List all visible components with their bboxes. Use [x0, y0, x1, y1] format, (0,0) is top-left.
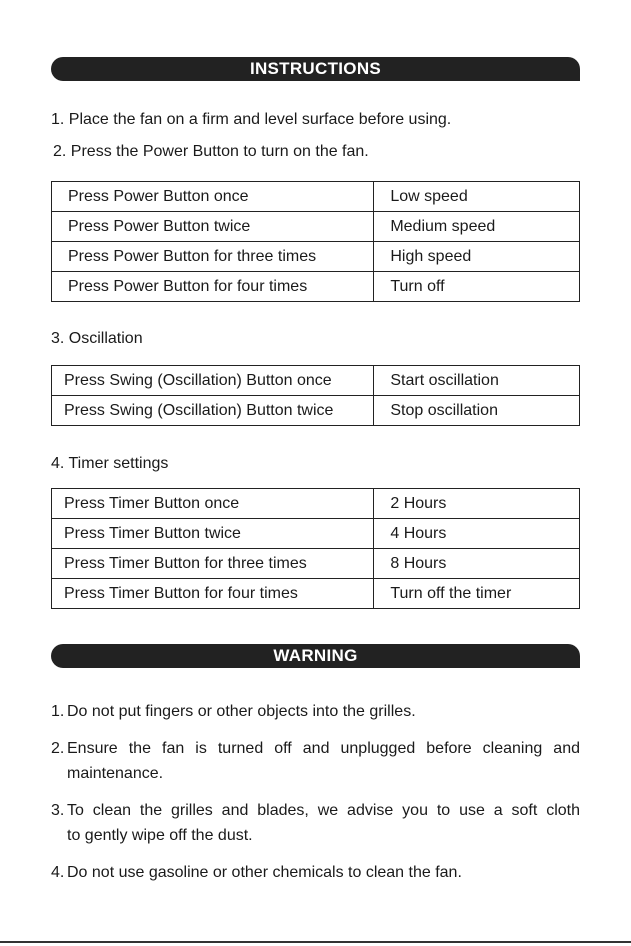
table-cell-result: 8 Hours	[374, 549, 580, 579]
warning-number: 1.	[51, 703, 65, 720]
warning-item-2-cont	[51, 761, 580, 786]
warning-title: WARNING	[273, 646, 358, 665]
step-2: 2. Press the Power Button to turn on the fan.	[53, 143, 369, 160]
table-cell-result: Low speed	[374, 182, 580, 212]
table-row	[52, 212, 580, 242]
table-cell-action: Press Swing (Oscillation) Button twice	[52, 396, 374, 426]
table-cell-action: Press Swing (Oscillation) Button once	[52, 366, 374, 396]
table-row	[52, 272, 580, 302]
warning-text: Ensure the fan is turned off and unplugged before cleaning and	[67, 740, 580, 757]
instructions-title: INSTRUCTIONS	[249, 59, 382, 78]
warning-item-3	[51, 798, 580, 823]
warning-banner	[51, 644, 580, 668]
step-1: 1. Place the fan on a firm and level surface before using.	[51, 111, 452, 128]
table-cell-action: Press Timer Button for three times	[52, 549, 374, 579]
table-row	[52, 579, 580, 609]
warning-number: 2.	[51, 740, 65, 757]
table-cell-action: Press Power Button once	[52, 182, 374, 212]
table-row	[52, 242, 580, 272]
table-cell-result: Stop oscillation	[374, 396, 580, 426]
warning-text: To clean the grilles and blades, we advise you to use a soft cloth	[67, 802, 580, 819]
table-cell-result: Turn off	[374, 272, 580, 302]
warning-text-cont: to gently wipe off the dust.	[67, 827, 253, 844]
table-row	[52, 489, 580, 519]
table-cell-result: High speed	[374, 242, 580, 272]
warning-number: 3.	[51, 802, 65, 819]
warning-number: 4.	[51, 864, 65, 881]
timer-button-table	[51, 488, 580, 609]
table-cell-action: Press Timer Button once	[52, 489, 374, 519]
table-cell-result: Start oscillation	[374, 366, 580, 396]
table-row	[52, 182, 580, 212]
table-cell-action: Press Timer Button twice	[52, 519, 374, 549]
table-cell-result: Turn off the timer	[374, 579, 580, 609]
warning-text: Do not use gasoline or other chemicals to clean the fan.	[67, 864, 462, 881]
bottom-rule	[0, 941, 631, 943]
table-cell-result: Medium speed	[374, 212, 580, 242]
table-cell-result: 2 Hours	[374, 489, 580, 519]
instructions-banner	[51, 57, 580, 81]
table-cell-action: Press Power Button twice	[52, 212, 374, 242]
table-cell-result: 4 Hours	[374, 519, 580, 549]
step-3: 3. Oscillation	[51, 330, 143, 347]
warning-item-2	[51, 736, 580, 761]
table-row	[52, 366, 580, 396]
warning-item-1	[51, 699, 580, 724]
table-row	[52, 549, 580, 579]
warning-text-cont: maintenance.	[67, 765, 164, 782]
table-cell-action: Press Power Button for four times	[52, 272, 374, 302]
step-4: 4. Timer settings	[51, 455, 169, 472]
swing-button-table	[51, 365, 580, 426]
power-button-table	[51, 181, 580, 302]
table-row	[52, 396, 580, 426]
warning-item-4	[51, 860, 580, 885]
table-row	[52, 519, 580, 549]
warning-text: Do not put fingers or other objects into the grilles.	[67, 703, 416, 720]
table-cell-action: Press Timer Button for four times	[52, 579, 374, 609]
warning-item-3-cont	[51, 823, 580, 848]
table-cell-action: Press Power Button for three times	[52, 242, 374, 272]
